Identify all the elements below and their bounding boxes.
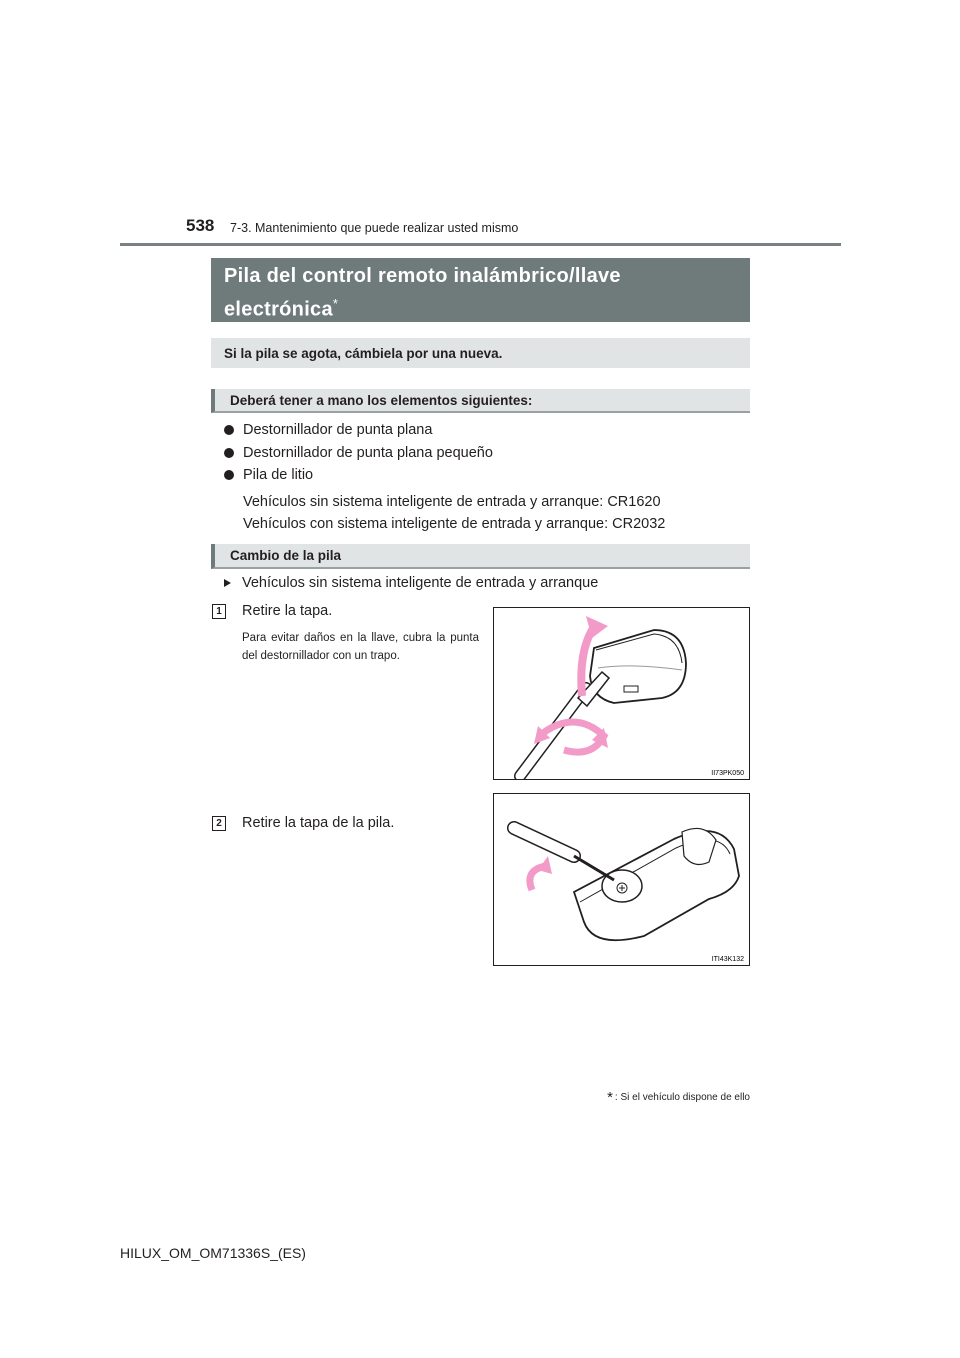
title-asterisk: * (332, 296, 339, 311)
list-item-text: Pila de litio (243, 467, 314, 483)
bullet-icon (224, 470, 234, 480)
header-rule (120, 243, 841, 246)
step-1-text: Retire la tapa. (242, 603, 333, 619)
list-item (224, 442, 665, 465)
list-item (224, 464, 665, 487)
list-item-text: Destornillador de punta plana pequeño (243, 444, 493, 461)
figure-remove-battery-cover (493, 793, 750, 966)
change-heading-bar (211, 544, 750, 569)
items-heading: Deberá tener a mano los elementos siguientes: (230, 392, 533, 408)
page-title-line-2 (224, 290, 737, 324)
change-heading: Cambio de la pila (230, 548, 342, 563)
footnote-asterisk: * (607, 1089, 613, 1106)
battery-cover-removal-illustration (494, 794, 749, 965)
step-number-1: 1 (212, 604, 226, 619)
bullet-icon (224, 425, 234, 435)
footnote-text: : Si el vehículo dispone de ello (614, 1092, 750, 1103)
page-number: 538 (186, 216, 215, 235)
page-title (211, 258, 750, 322)
page-title-line-1: Pila del control remoto inalámbrico/llave (224, 265, 621, 287)
list-item (224, 419, 665, 442)
figure-1-code: II73PK050 (711, 770, 744, 777)
step-2-text: Retire la tapa de la pila. (242, 815, 395, 831)
footnote (607, 1089, 750, 1106)
figure-remove-cover (493, 607, 750, 780)
step-1-note: Para evitar daños en la llave, cubra la punta del destornillador con un trapo. (242, 632, 479, 662)
vehicle-condition-text: Vehículos sin sistema inteligente de entrada y arranque (242, 575, 599, 591)
bullet-icon (224, 448, 234, 458)
step-number-2: 2 (212, 816, 226, 831)
vehicle-condition (224, 575, 598, 591)
key-cover-removal-illustration (494, 608, 749, 779)
battery-note: Vehículos sin sistema inteligente de entrada y arranque: CR1620 (243, 493, 661, 510)
intro-bar (211, 338, 750, 368)
document-code: HILUX_OM_OM71336S_(ES) (120, 1245, 306, 1261)
figure-2-code: ITI43K132 (711, 956, 744, 963)
section-reference: 7-3. Mantenimiento que puede realizar usted mismo (230, 221, 519, 235)
triangle-bullet-icon (224, 579, 231, 587)
items-heading-bar (211, 389, 750, 413)
page-title-line-2-text: electrónica (224, 298, 333, 321)
intro-text: Si la pila se agota, cámbiela por una nueva. (224, 345, 503, 361)
items-list (224, 419, 665, 536)
list-item-text: Destornillador de punta plana (243, 422, 433, 438)
battery-note: Vehículos con sistema inteligente de entrada y arranque: CR2032 (243, 516, 666, 532)
